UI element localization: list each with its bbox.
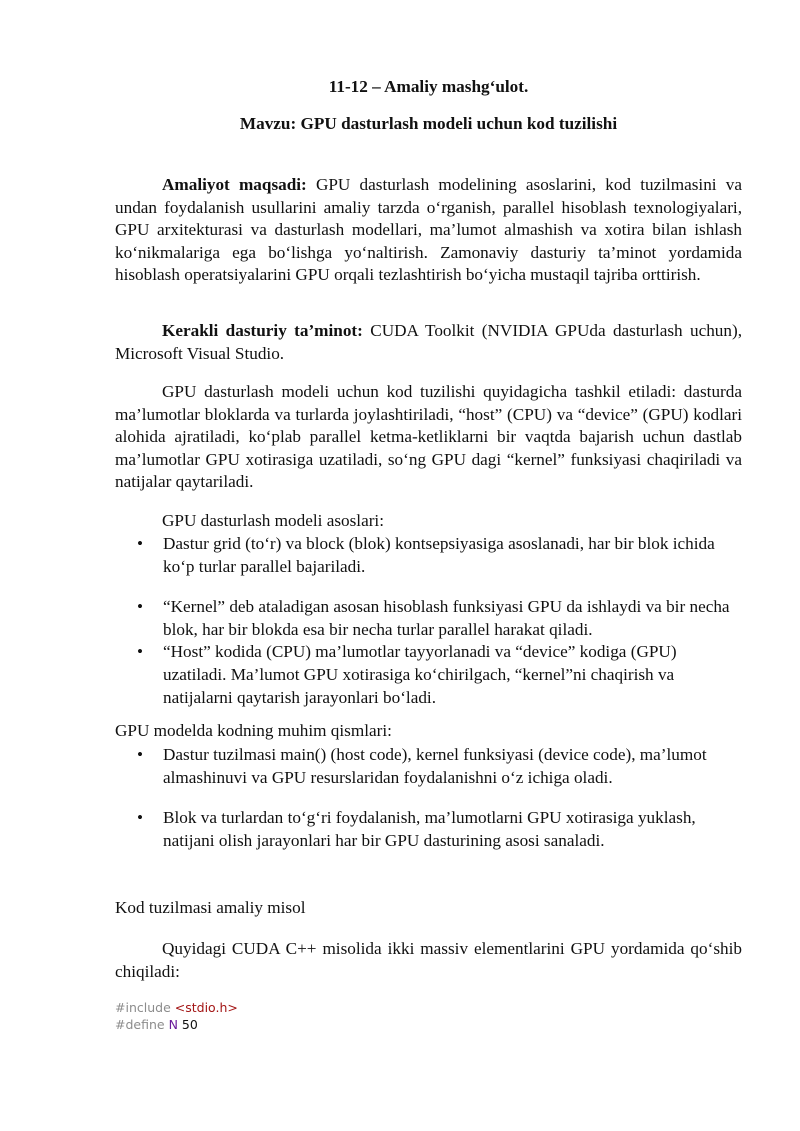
parts-heading: GPU modelda kodning muhim qismlari:: [115, 721, 392, 740]
bullet-icon: •: [137, 534, 144, 553]
example-paragraph: Quyidagi CUDA C++ misolida ikki massiv elementlarini GPU yordamida qo‘shib chiqiladi:: [115, 939, 742, 981]
parts-list: [115, 744, 742, 852]
software-paragraph: [115, 320, 742, 365]
basics-list: [115, 533, 742, 709]
list-item: • “Host” kodida (CPU) ma’lumotlar tayyorlanadi va “device” kodiga (GPU) uzatiladi. Ma’lumot GPU xotirasiga ko‘chirilgach, “kernel”ni chaqirish va natijalarni qaytarish jarayonlari bo‘ladi.: [137, 642, 677, 707]
code-line: [115, 999, 238, 1016]
code-include-arg: <stdio.h>: [174, 1000, 238, 1015]
code-block: [115, 999, 238, 1033]
page-title: 11-12 – Amaliy mashg‘ulot.: [328, 77, 529, 96]
goal-text: GPU dasturlash modelining asoslarini, kod tuzilmasini va undan foydalanish usullarini amaliy tarzda o‘rganish, parallel hisoblash texnologiyalari, GPU arxitekturasi va dasturlash modellari, ma’lumot almashish va xotira bilan ishlash ko‘nikmalariga ega bo‘lishga yo‘naltirish. Zamonaviy dasturiy ta’minot yordamida hisoblash operatsiyalarini GPU orqali tezlashtirish bo‘yicha mustaqil tajriba orttirish.: [115, 175, 742, 285]
bullet-icon: •: [137, 597, 144, 617]
code-directive: #define: [115, 1017, 165, 1032]
software-label: Kerakli dasturiy ta’minot:: [162, 321, 363, 340]
goal-paragraph: [115, 174, 742, 287]
basics-heading: GPU dasturlash modeli asoslari:: [162, 511, 384, 530]
list-item: • Dastur tuzilmasi main() (host code), kernel funksiyasi (device code), ma’lumot almashinuvi va GPU resurslaridan foydalanishni o‘z ichiga oladi.: [137, 745, 707, 787]
list-item: • Blok va turlardan to‘g‘ri foydalanish, ma’lumotlarni GPU xotirasiga yuklash, natijani olish jarayonlari har bir GPU dasturining asosi sanaladi.: [137, 808, 696, 850]
example-heading: Kod tuzilmasi amaliy misol: [115, 898, 306, 917]
bullet-icon: •: [137, 808, 144, 828]
bullet-icon: •: [137, 745, 144, 764]
page-subtitle: Mavzu: GPU dasturlash modeli uchun kod tuzilishi: [239, 114, 618, 133]
goal-label: Amaliyot maqsadi:: [162, 175, 307, 194]
list-spacer: [115, 578, 742, 596]
intro-paragraph: GPU dasturlash modeli uchun kod tuzilishi quyidagicha tashkil etiladi: dasturda ma’lumotlar bloklarda va turlarda joylashtiriladi, “host” (CPU) va “device” (GPU) kodlari alohida ajratiladi, ko‘plab parallel ketma-ketliklarni bir vaqtda bajarish uchun dastlab ma’lumotlar GPU xotirasiga uzatiladi, so‘ng GPU dagi “kernel” funksiyasi chaqiriladi va natijalar qaytariladi.: [115, 382, 742, 492]
code-line: [115, 1016, 238, 1033]
software-text: CUDA Toolkit (NVIDIA GPUda dasturlash uchun), Microsoft Visual Studio.: [115, 321, 743, 363]
list-item: • “Kernel” deb ataladigan asosan hisoblash funksiyasi GPU da ishlaydi va bir necha blok, har bir blokda esa bir necha turlar parallel harakat qiladi.: [137, 597, 730, 639]
bullet-icon: •: [137, 642, 144, 662]
code-directive: #include: [115, 1000, 171, 1015]
code-macro-value: 50: [181, 1017, 198, 1032]
code-macro-name: N: [168, 1017, 178, 1032]
list-item: • Dastur grid (to‘r) va block (blok) kontsepsiyasiga asoslanadi, har bir blok ichida ko‘p turlar parallel bajariladi.: [137, 534, 715, 576]
list-spacer: [115, 789, 742, 807]
